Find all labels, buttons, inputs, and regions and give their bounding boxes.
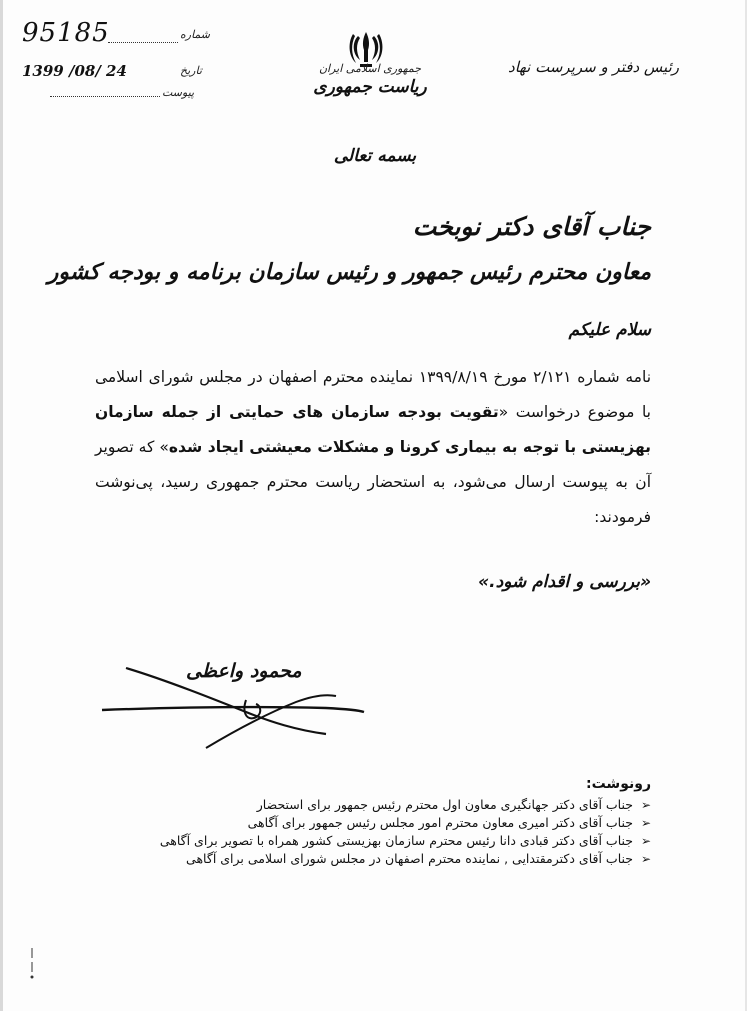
- cc-item-text: جناب آقای دکترمقتدایی , نماینده محترم اصفهان در مجلس شورای اسلامی برای آگاهی: [186, 851, 633, 866]
- number-dots: [108, 42, 178, 43]
- cc-title: رونوشت:: [586, 776, 651, 792]
- heading-presidency: ریاست جمهوری: [313, 77, 427, 97]
- addressee-name: جناب آقای دکتر نوبخت: [412, 212, 651, 241]
- cc-item-text: جناب آقای دکتر جهانگیری معاون اول محترم رئیس جمهور برای استحضار: [256, 797, 633, 812]
- cc-item-text: جناب آقای دکتر امیری معاون محترم امور مجلس رئیس جمهور برای آگاهی: [247, 815, 633, 830]
- attachment-label: پیوست: [162, 86, 195, 99]
- attachment-row: [20, 84, 200, 108]
- handwritten-note-top: رئیس دفتر و سرپرست نهاد: [508, 58, 679, 76]
- arrow-bullet-icon: ➢: [640, 816, 651, 830]
- number-row: [20, 18, 211, 48]
- date-label: تاریخ: [180, 64, 202, 77]
- margin-mark: [28, 946, 36, 982]
- signatory-name: محمود واعظی: [186, 660, 302, 682]
- cc-item: [131, 796, 651, 814]
- number-label: شماره: [180, 28, 211, 41]
- heading-country: جمهوری اسلامی ایران: [318, 62, 422, 75]
- cc-item: [131, 850, 651, 868]
- letter-body: [95, 360, 651, 535]
- cc-list: [131, 796, 651, 868]
- addressee-title: معاون محترم رئیس جمهور و رئیس سازمان برنامه و بودجه کشور: [47, 260, 651, 285]
- arrow-bullet-icon: ➢: [640, 852, 651, 866]
- cc-item-text: جناب آقای دکتر قبادی دانا رئیس محترم سازمان بهزیستی کشور همراه با تصویر برای آگاهی: [159, 833, 633, 848]
- presidential-order: «بررسی و اقدام شود.»: [478, 572, 651, 592]
- arrow-bullet-icon: ➢: [640, 834, 651, 848]
- cc-item: [131, 832, 651, 850]
- bismillah: بسمه تعالی: [333, 146, 417, 166]
- institution-heading: [300, 62, 440, 97]
- body-part-1: نامه شماره ۲/۱۲۱ مورخ ۱۳۹۹/۸/۱۹ نماینده محترم اصفهان در مجلس شورای اسلامی با موضوع درخواست «: [95, 368, 652, 421]
- salutation: سلام علیکم: [568, 320, 651, 340]
- attachment-dots: [50, 96, 160, 97]
- scan-edge-left: [0, 0, 3, 1011]
- body-subject-bold: تقویت بودجه سازمان های حمایتی از جمله سازمان بهزیستی با توجه به بیماری کرونا و مشکلات معیشتی ایجاد شده: [95, 403, 652, 456]
- letter-number: 95185: [22, 18, 110, 48]
- letter-date: 1399 /08/ 24: [22, 62, 127, 80]
- arrow-bullet-icon: ➢: [640, 798, 651, 812]
- letter-meta-block: [20, 18, 211, 112]
- body-part-2: » که تصویر آن به پیوست ارسال می‌شود، به استحضار ریاست محترم جمهوری رسید، پی‌نوشت فرمودند:: [95, 438, 651, 526]
- cc-item: [131, 814, 651, 832]
- date-row: [20, 60, 200, 84]
